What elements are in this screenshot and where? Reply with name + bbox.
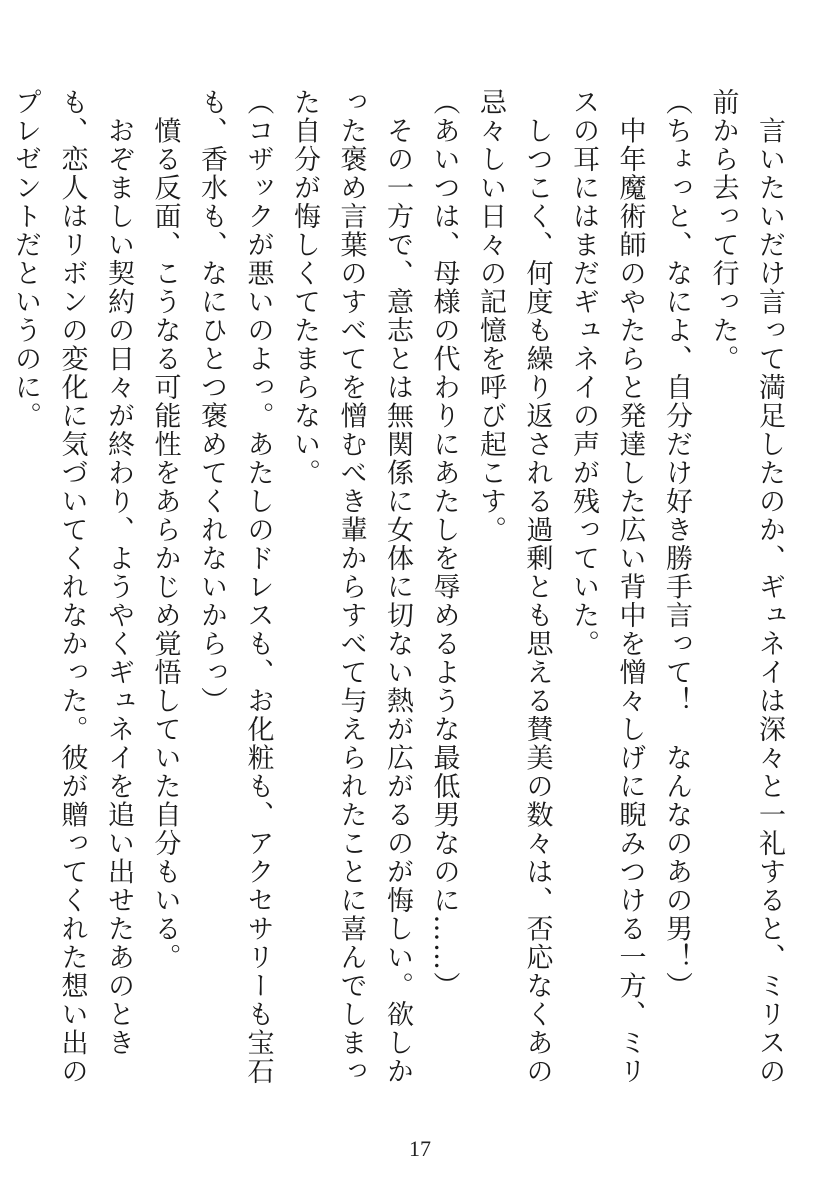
page-number: 17 xyxy=(409,1136,431,1161)
paragraph: （コザックが悪いのよっ。あたしのドレスも、お化粧も、アクセサリーも宝石も、香水も、なにひとつ褒めてくれないからっ） xyxy=(196,88,274,1086)
paragraph: 憤る反面、こうなる可能性をあらかじめ覚悟していた自分もいる。 xyxy=(149,88,181,972)
paragraph: 中年魔術師のやたらと発達した広い背中を憎々しげに睨みつける一方、ミリスの耳にはまだギュネイの声が残っていた。 xyxy=(568,88,646,1086)
paragraph: （ちょっと、なによ、自分だけ好き勝手言って！ なんなのあの男！） xyxy=(661,88,692,1000)
paragraph: しつこく、何度も繰り返される過剰とも思える賛美の数々は、否応なくあの忌々しい日々の記憶を呼び起こす。 xyxy=(475,88,553,1086)
paragraph: （あいつは、母様の代わりにあたしを辱めるような最低男なのに……） xyxy=(428,88,460,1000)
vertical-text-body xyxy=(2,88,793,1093)
paragraph: その一方で、意志とは無関係に女体に切ない熱が広がるのが悔しい。欲しかった褒め言葉のすべてを憎むべき輩からすべて与えられたことに喜んでしまった自分が悔しくてたまらない。 xyxy=(289,88,413,1086)
paragraph: おぞましい契約の日々が終わり、ようやくギュネイを追い出せたあのときも、恋人はリボンの変化に気づいてくれなかった。彼が贈ってくれた想い出のプレゼントだというのに。 xyxy=(10,88,134,1086)
paragraph: 言いたいだけ言って満足したのか、ギュネイは深々と一礼すると、ミリスの前から去って行った。 xyxy=(707,88,785,1086)
